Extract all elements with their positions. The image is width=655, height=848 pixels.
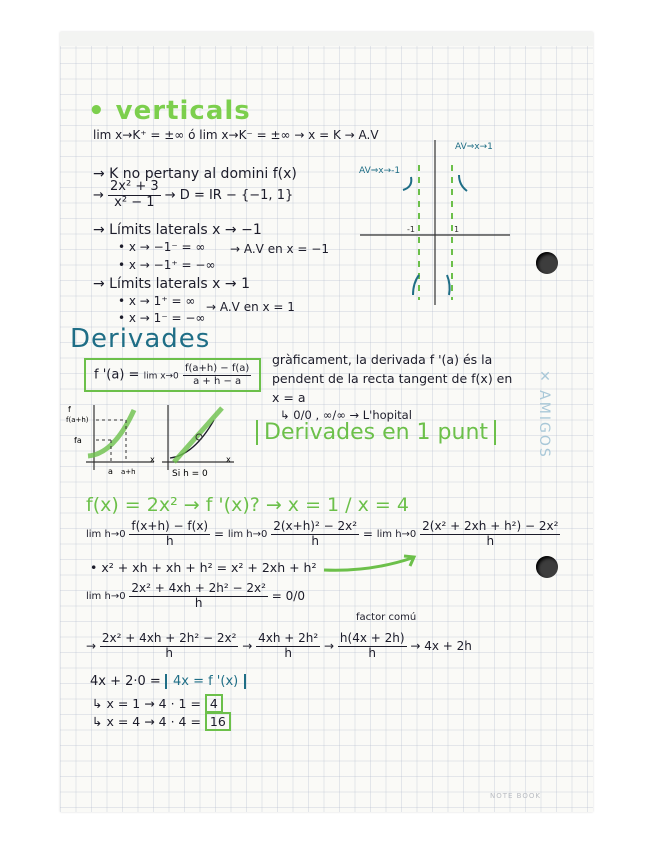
brand-watermark: ✕ AMIGOS <box>536 370 552 459</box>
binder-hole-bottom <box>536 556 558 578</box>
line2-numerator: 2x² + 4xh + 2h² − 2x² <box>131 581 266 595</box>
line2-denominator: h <box>194 595 203 610</box>
limits-right-heading: → Límits laterals x → 1 <box>93 276 250 292</box>
limits-left-2: • x → −1⁺ = −∞ <box>118 258 216 272</box>
line3c-numerator: h(4x + 2h) <box>339 631 405 645</box>
line1-denominator-3: h <box>486 533 495 548</box>
example-line-3: → $\frac{\text{2x² + 4xh + 2h² − 2x²}}{h}$ → $\frac{\text{4xh + 2h²}}{h}$ → $\frac{h(4x + 2h)}{h}$ → 4x + 2h <box>86 631 472 660</box>
line1-numerator-3: 2(x² + 2xh + h²) − 2x² <box>422 519 559 533</box>
graph1-x: x <box>150 455 155 464</box>
subtitle-derivades-punt: Derivades en 1 punt <box>256 420 496 445</box>
case2-text: ↳ x = 4 → 4 · 4 = <box>92 714 201 729</box>
footer-note: NOTE BOOK <box>490 792 541 800</box>
verticals-limit-definition: lim x→K⁺ = ±∞ ó lim x→K⁻ = ±∞ → x = K → A.V <box>93 128 379 142</box>
description-line-2: pendent de la recta tangent de f(x) en <box>272 371 513 386</box>
description-line-3: x = a <box>272 390 306 405</box>
limits-right-result: → A.V en x = 1 <box>206 300 295 314</box>
sheet-top-margin <box>60 32 593 46</box>
limits-left-1: • x → −1⁻ = ∞ <box>118 240 206 254</box>
line3b-denominator: h <box>284 645 292 660</box>
line2-lim: lim h→0 <box>86 590 126 602</box>
binder-hole-top <box>536 252 558 274</box>
expansion-arrow-line <box>324 558 412 570</box>
line3-result: → 4x + 2h <box>410 638 472 653</box>
line1-numerator-2: 2(x+h)² − 2x² <box>273 519 358 533</box>
line4-text: 4x + 2·0 = <box>90 674 161 689</box>
description-line-1: gràficament, la derivada f '(a) és la <box>272 352 493 367</box>
verticals-domain-line: → $\frac{\text{2x² + 3}}{\text{x² − 1}}$ → D = IR − {−1, 1} <box>93 179 294 210</box>
fraction-denominator: x² − 1 <box>114 194 155 210</box>
limits-left-result: → A.V en x = −1 <box>230 242 329 256</box>
curve-left-top <box>403 177 411 190</box>
asymptote-graph <box>355 135 515 310</box>
limits-left-heading: → Límits laterals x → −1 <box>93 222 262 238</box>
line2-result: = 0/0 <box>271 588 305 603</box>
graph-label-right: AV⇒x→1 <box>455 142 493 152</box>
derivative-graphs <box>66 400 246 480</box>
example-line-1: lim h→0 $\frac{f(x+h) - f(x)}{h}$ = lim h→0 $\frac{\text{2(x+h)² − 2x²}}{h}$ = lim h→0 $\frac{\text{2(x² + 2xh + h²) − 2x²}}{h}$ <box>86 519 559 548</box>
line1-lim: lim h→0 <box>86 528 126 540</box>
graph1-f: f <box>68 405 71 414</box>
graph1-fah: f(a+h) <box>66 416 89 424</box>
line1-lim-3: lim h→0 <box>376 528 417 540</box>
graph1-xah: a+h <box>121 468 136 476</box>
formula-denominator: a + h − a <box>193 375 242 387</box>
example-heading: f(x) = 2x² → f '(x)? → x = 1 / x = 4 <box>86 494 409 516</box>
example-case-2 <box>92 714 231 729</box>
example-line-4 <box>90 674 246 689</box>
derivative-definition-box <box>84 358 261 392</box>
indeterminate-note: ↳ 0/0 , ∞/∞ → L'hopital <box>280 408 412 422</box>
line3b-numerator: 4xh + 2h² <box>258 631 319 645</box>
expansion-arrow <box>320 552 420 576</box>
formula-prefix: f '(a) = <box>94 367 140 383</box>
line1-lim-2: lim h→0 <box>227 528 268 540</box>
graph1-fa: fa <box>74 436 82 445</box>
line3-denominator: h <box>165 645 173 660</box>
graph2-label: Si h = 0 <box>172 469 208 479</box>
graph2-x: x <box>226 455 231 464</box>
line1-denominator-2: h <box>311 533 319 548</box>
curve-right-bottom <box>447 275 450 295</box>
formula-lim: lim x→0 <box>143 371 179 382</box>
case2-value: 16 <box>205 712 231 731</box>
section-title-derivades: Derivades <box>70 324 211 354</box>
factor-label: factor comú <box>356 612 417 623</box>
line4-result-box: 4x = f '(x) <box>165 674 246 689</box>
graph-tick-left: -1 <box>407 225 415 234</box>
graph2-tangent <box>174 408 222 462</box>
example-case-1 <box>92 696 223 711</box>
example-expansion: • x² + xh + xh + h² = x² + 2xh + h² <box>90 560 317 575</box>
example-line-2 <box>86 582 305 611</box>
domain-result: → D = IR − {−1, 1} <box>164 187 294 203</box>
line1-numerator: f(x+h) − f(x) <box>131 519 209 533</box>
curve-right-top <box>459 175 467 191</box>
case1-value: 4 <box>205 694 223 713</box>
limits-right-2: • x → 1⁻ = −∞ <box>118 311 206 325</box>
graph1-curve <box>88 410 134 456</box>
graph1-xa: a <box>108 467 113 476</box>
verticals-k-domain: → K no pertany al domini f(x) <box>93 166 297 182</box>
line3c-denominator: h <box>368 645 377 660</box>
formula-numerator: f(a+h) − f(a) <box>184 363 250 374</box>
line3-numerator: 2x² + 4xh + 2h² − 2x² <box>101 631 237 645</box>
graph-tick-right: 1 <box>454 225 460 234</box>
line1-denominator: h <box>165 533 174 548</box>
section-title-verticals: • verticals <box>88 96 251 126</box>
limits-right-1: • x → 1⁺ = ∞ <box>118 294 196 308</box>
graph-label-left: AV⇒x→-1 <box>359 166 401 176</box>
case1-text: ↳ x = 1 → 4 · 1 = <box>92 696 201 711</box>
fraction-numerator: 2x² + 3 <box>110 179 159 194</box>
